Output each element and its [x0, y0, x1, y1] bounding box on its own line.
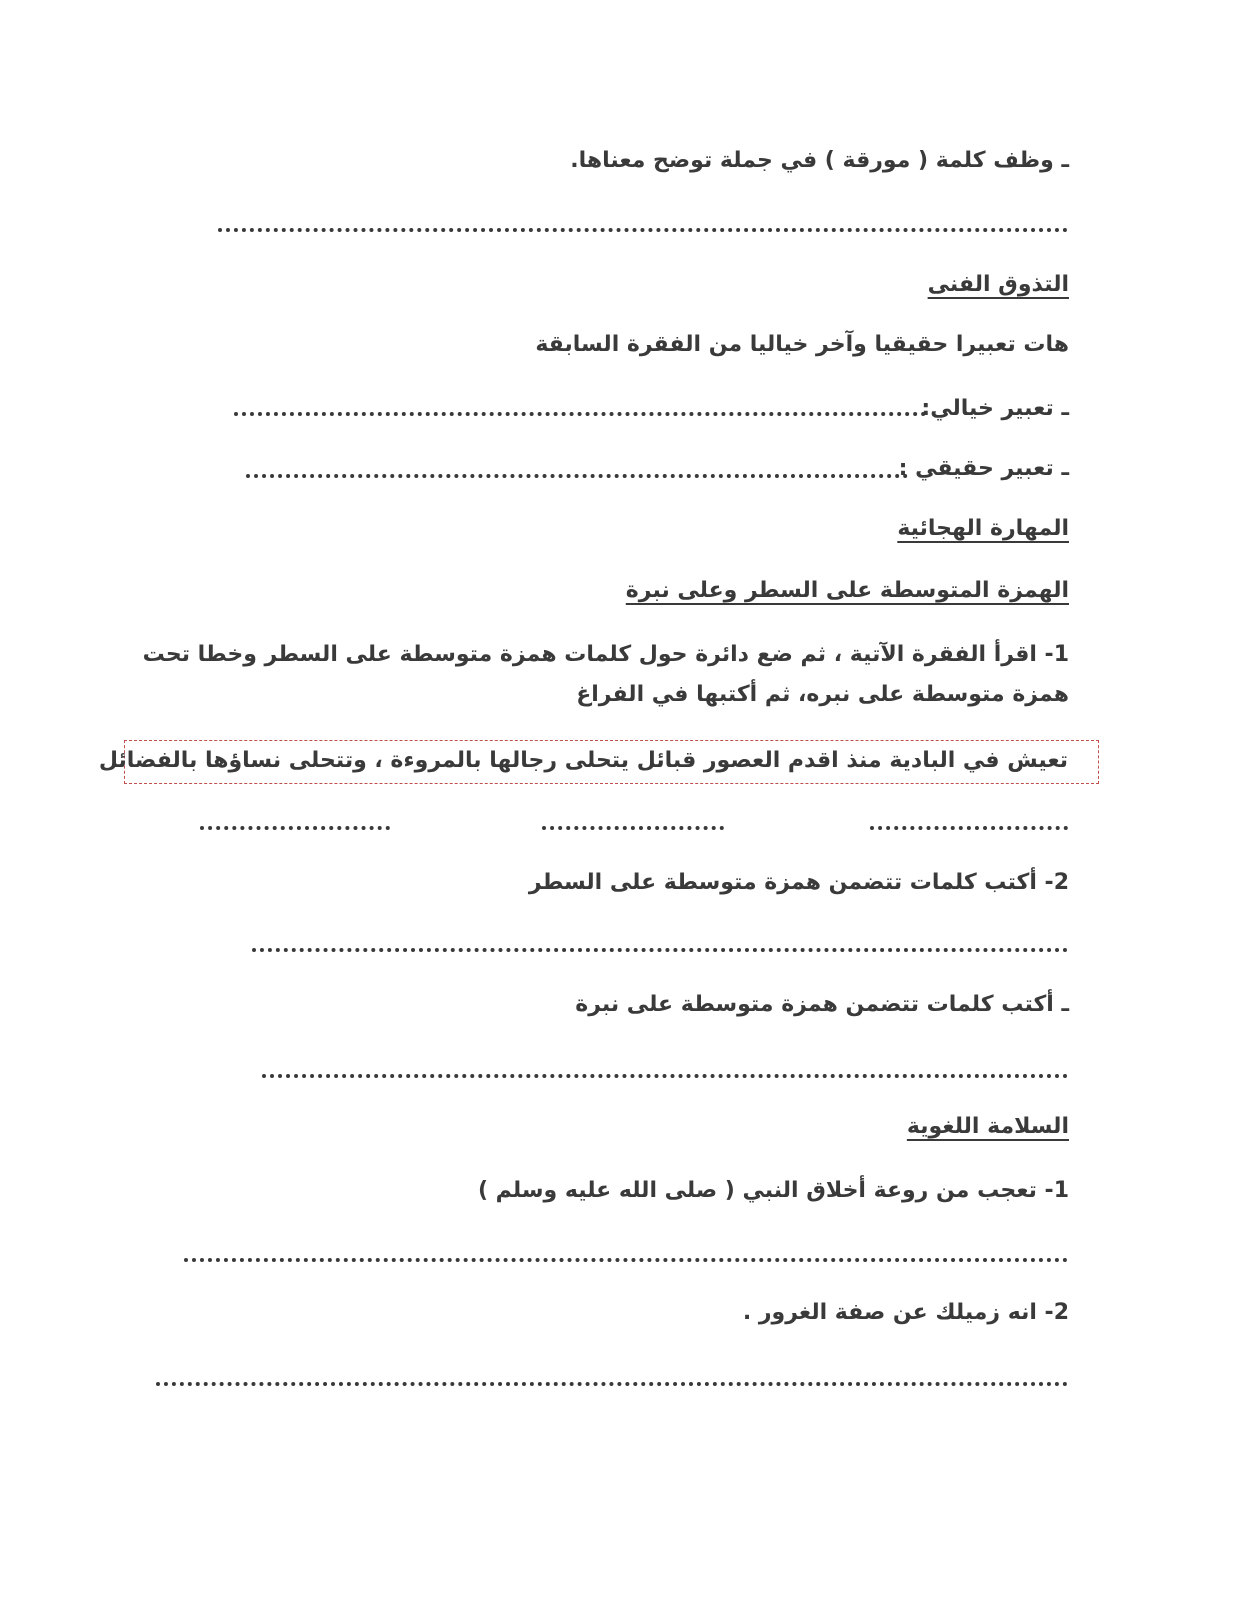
vocab-question: ـ وظف كلمة ( مورقة ) في جملة توضح معناها.	[570, 148, 1069, 173]
answer-line-real[interactable]	[246, 474, 908, 478]
heading-artistic-taste: التذوق الفنى	[927, 272, 1069, 297]
passage-text: تعيش في البادية منذ اقدم العصور قبائل يتحلى رجالها بالمروءة ، وتتحلى نساؤها بالفضائل	[98, 748, 1068, 773]
correctness-q2: 2- انه زميلك عن صفة الغرور .	[742, 1300, 1069, 1325]
label-imaginary-expression: ـ تعبير خيالي:	[921, 396, 1069, 421]
spelling-q1-line2: همزة متوسطة على نبره، ثم أكتبها في الفراغ	[576, 682, 1069, 707]
taste-instruction: هات تعبيرا حقيقيا وآخر خياليا من الفقرة السابقة	[535, 332, 1069, 357]
answer-line-correctness-1[interactable]	[184, 1258, 1068, 1262]
answer-blank-3[interactable]	[870, 826, 1068, 830]
answer-line-q2[interactable]	[252, 948, 1068, 952]
answer-line-imaginary[interactable]	[234, 412, 926, 416]
spelling-q1-line1: 1- اقرأ الفقرة الآتية ، ثم ضع دائرة حول كلمات همزة متوسطة على السطر وخطا تحت	[142, 642, 1069, 667]
heading-language-correctness: السلامة اللغوية	[906, 1114, 1069, 1139]
answer-blank-1[interactable]	[200, 826, 390, 830]
spelling-q2: 2- أكتب كلمات تتضمن همزة متوسطة على السطر	[528, 870, 1069, 895]
spelling-q3: ـ أكتب كلمات تتضمن همزة متوسطة على نبرة	[575, 992, 1069, 1017]
correctness-q1: 1- تعجب من روعة أخلاق النبي ( صلى الله عليه وسلم )	[477, 1178, 1069, 1203]
passage-box	[98, 740, 1099, 784]
answer-line-correctness-2[interactable]	[156, 1382, 1068, 1386]
answer-line-q3[interactable]	[262, 1074, 1068, 1078]
label-real-expression: ـ تعبير حقيقي :	[898, 456, 1069, 481]
subheading-hamza: الهمزة المتوسطة على السطر وعلى نبرة	[625, 578, 1069, 603]
answer-blank-2[interactable]	[542, 826, 724, 830]
answer-line-vocab[interactable]	[218, 228, 1068, 232]
heading-spelling-skill: المهارة الهجائية	[897, 516, 1069, 541]
